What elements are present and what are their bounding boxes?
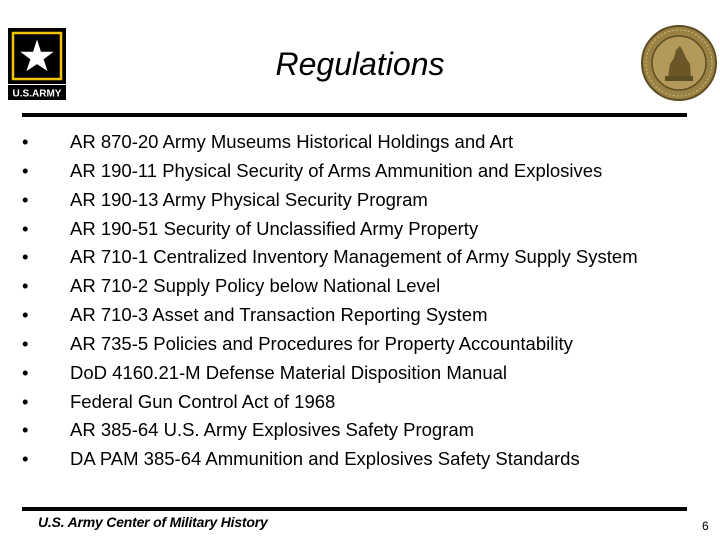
list-item <box>22 215 702 244</box>
list-item <box>22 359 702 388</box>
list-item <box>22 416 702 445</box>
logo-text: U.S.ARMY <box>12 88 62 100</box>
footer-org: U.S. Army Center of Military History <box>38 514 268 530</box>
list-item-text: AR 190-13 Army Physical Security Program <box>70 188 428 210</box>
bullet-icon: • <box>22 217 29 239</box>
list-item-text: AR 710-3 Asset and Transaction Reporting System <box>70 304 488 326</box>
bullet-icon: • <box>22 275 29 297</box>
list-item <box>22 445 702 474</box>
list-item-text: AR 190-51 Security of Unclassified Army Property <box>70 217 479 239</box>
list-item-text: AR 870-20 Army Museums Historical Holdings and Art <box>70 131 514 152</box>
list-item-text: AR 735-5 Policies and Procedures for Property Accountability <box>70 332 573 354</box>
list-item-text: AR 190-11 Physical Security of Arms Ammunition and Explosives <box>70 159 603 181</box>
list-item <box>22 272 702 301</box>
list-item <box>22 128 702 157</box>
page-number: 6 <box>702 519 709 533</box>
list-item <box>22 243 702 272</box>
bullet-icon: • <box>22 159 29 181</box>
page-title: Regulations <box>275 46 445 82</box>
bullet-icon: • <box>22 448 29 470</box>
list-item <box>22 186 702 215</box>
list-item-text: AR 710-2 Supply Policy below National Level <box>70 275 441 297</box>
list-item <box>22 330 702 359</box>
list-item <box>22 157 702 186</box>
list-item-text: AR 710-1 Centralized Inventory Management of Army Supply System <box>70 246 638 268</box>
list-item-text: Federal Gun Control Act of 1968 <box>70 390 336 412</box>
bullet-icon: • <box>22 419 29 441</box>
list-item-text: DA PAM 385-64 Ammunition and Explosives Safety Standards <box>70 448 580 470</box>
list-item-text: DoD 4160.21-M Defense Material Disposition Manual <box>70 361 508 383</box>
bullet-icon: • <box>22 361 29 383</box>
list-item-text: AR 385-64 U.S. Army Explosives Safety Program <box>70 419 475 441</box>
regulations-list <box>22 128 702 474</box>
footer-divider <box>22 507 687 511</box>
bullet-icon: • <box>22 332 29 354</box>
army-museum-seal-icon <box>640 24 718 102</box>
list-item <box>22 301 702 330</box>
bullet-icon: • <box>22 188 29 210</box>
bullet-icon: • <box>22 304 29 326</box>
bullet-icon: • <box>22 246 29 268</box>
bullet-icon: • <box>22 390 29 412</box>
header-divider <box>22 113 687 117</box>
list-item <box>22 388 702 417</box>
bullet-icon: • <box>22 131 29 152</box>
